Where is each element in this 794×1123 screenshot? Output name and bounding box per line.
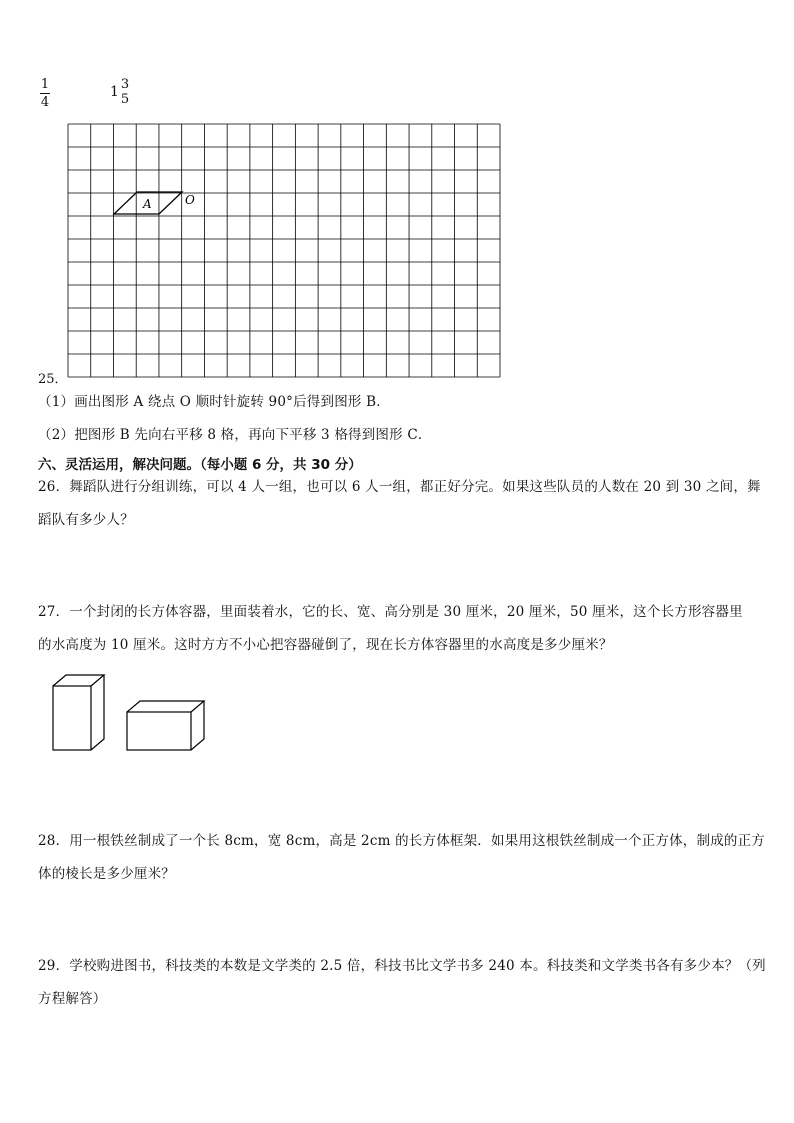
fraction-part <box>121 77 129 107</box>
question-26-line-1: 26．舞蹈队进行分组训练，可以 4 人一组，也可以 6 人一组，都正好分完。如果这些队员的人数在 20 到 30 之间，舞 <box>38 479 761 495</box>
question-27-line-2: 的水高度为 10 厘米。这时方方不小心把容器碰倒了，现在长方体容器里的水高度是多少厘米？ <box>38 637 613 653</box>
question-26-line-2: 蹈队有多少人？ <box>38 512 134 528</box>
fraction-numerator: 1 <box>40 77 50 92</box>
fraction-whole: 1 <box>110 84 119 100</box>
question-29-line-1: 29．学校购进图书，科技类的本数是文学类的 2.5 倍，科技书比文学书多 240 本。科技类和文学类书各有多少本？（列 <box>38 958 766 974</box>
fraction-denominator: 4 <box>40 95 50 110</box>
question-25-part-1: （1）画出图形 A 绕点 O 顺时针旋转 90°后得到图形 B． <box>38 394 390 410</box>
fraction-bar <box>40 93 50 94</box>
cuboid-lying <box>127 701 204 750</box>
section-6-title: 六、灵活运用，解决问题。（每小题 6 分，共 30 分） <box>38 457 362 473</box>
question-28-line-1: 28．用一根铁丝制成了一个长 8cm，宽 8cm，高是 2cm 的长方体框架．如果用这根铁丝制成一个正方体，制成的正方 <box>38 833 765 849</box>
fraction-mixed-one-three-fifths <box>110 77 129 107</box>
question-25-part-2: （2）把图形 B 先向右平移 8 格，再向下平移 3 格得到图形 C． <box>38 427 432 443</box>
fraction-one-quarter <box>40 77 50 110</box>
cuboid-upright <box>53 675 104 750</box>
label-a: A <box>143 197 152 211</box>
question-27-line-1: 27．一个封闭的长方体容器，里面装着水，它的长、宽、高分别是 30 厘米，20 厘米，50 厘米，这个长方形容器里 <box>38 604 743 620</box>
fraction-denominator: 5 <box>120 92 130 107</box>
fraction-numerator: 3 <box>120 77 130 92</box>
cuboid-drawings <box>50 672 210 754</box>
grid-lines <box>68 124 500 377</box>
question-25-number: 25． <box>38 372 68 387</box>
question-28-line-2: 体的棱长是多少厘米？ <box>38 866 175 882</box>
question-29-line-2: 方程解答） <box>38 991 107 1007</box>
square-grid <box>66 122 504 382</box>
label-o: O <box>185 193 195 207</box>
